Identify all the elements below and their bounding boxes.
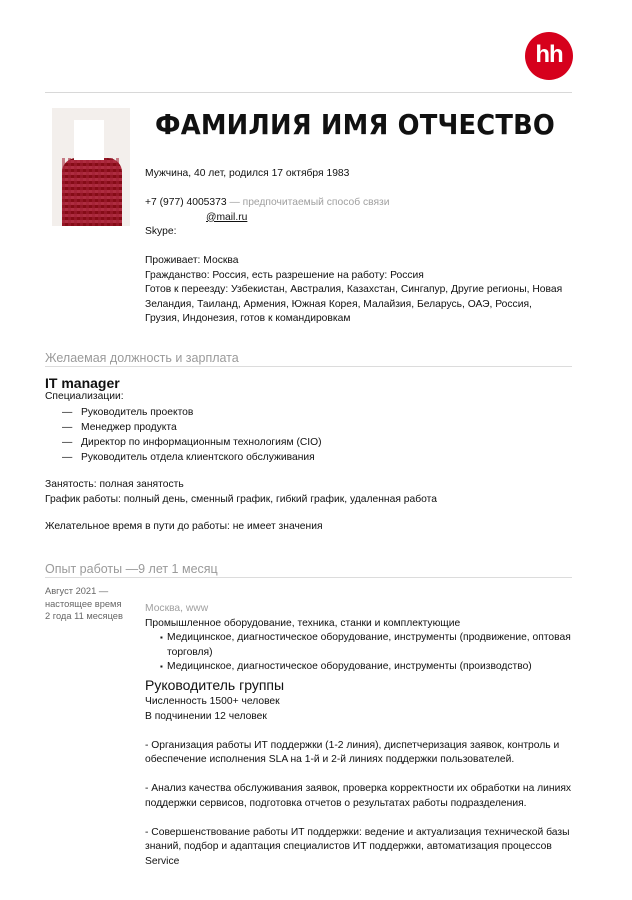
divider (45, 92, 572, 93)
list-item: — Директор по информационным технологиям (CIO) (45, 435, 322, 450)
list-item: ▪ Медицинское, диагностическое оборудование, инструменты (продвижение, оптовая торговля) (145, 631, 575, 660)
residence: Проживает: Москва (145, 255, 239, 266)
employment-info (45, 478, 437, 507)
job-period (45, 585, 123, 623)
period-duration: 2 года 11 месяцев (45, 611, 123, 621)
duty: - Организация работы ИТ поддержки (1-2 линия), диспетчеризация заявок, контроль и обеспечение исполнения SLA на 1-й и 2-й линиях поддержки пользователей. (145, 739, 560, 765)
phone-note: — предпочитаемый способ связи (226, 197, 390, 208)
list-item: — Менеджер продукта (45, 420, 322, 435)
profile-photo (52, 108, 130, 226)
citizenship: Гражданство: Россия, есть разрешение на работу: Россия (145, 269, 424, 281)
duty: - Совершенствование работы ИТ поддержки: ведение и актуализация технической базы знаний, подбор и адаптация специалистов ИТ поддержки, автоматизация процессов Service (145, 826, 570, 867)
candidate-name: ФАМИЛИЯ ИМЯ ОТЧЕСТВО (155, 108, 556, 141)
employment: Занятость: полная занятость (45, 479, 184, 490)
period-end: настоящее время (45, 598, 122, 609)
job-role: Руководитель группы (145, 676, 285, 693)
section-experience: Опыт работы —9 лет 1 месяц (45, 562, 572, 578)
period-start: Август 2021 — (45, 586, 109, 596)
desired-position: IT manager (45, 375, 120, 391)
relocation: Готов к переезду: Узбекистан, Австралия, Казахстан, Сингапур, Другие регионы, Новая Зеландия, Таиланд, Армения, Южная Корея, Малайзия, Беларусь, ОАЭ, Россия, Грузия, Индонезия, готов к командировкам (145, 284, 563, 324)
job-entry (145, 602, 575, 869)
list-item: — Руководитель отдела клиентского обслуживания (45, 450, 322, 465)
section-position: Желаемая должность и зарплата (45, 351, 572, 367)
email-link[interactable]: @mail.ru (206, 211, 248, 223)
personal-info: Мужчина, 40 лет, родился 17 октября 1983 (145, 168, 350, 179)
schedule: График работы: полный день, сменный график, гибкий график, удаленная работа (45, 493, 437, 505)
spec-label: Специализации: (45, 391, 124, 402)
phone[interactable]: +7 (977) 4005373 (145, 197, 227, 208)
contacts (145, 196, 575, 240)
list-item: ▪ Медицинское, диагностическое оборудование, инструменты (производство) (145, 660, 575, 675)
company: Москва, www (145, 603, 209, 614)
skype: Skype: (145, 226, 177, 237)
location-info (145, 254, 565, 327)
industry: Промышленное оборудование, техника, станки и комплектующие (145, 617, 461, 629)
commute: Желательное время в пути до работы: не имеет значения (45, 521, 323, 532)
hh-logo: hh (525, 32, 573, 80)
industry-list (145, 631, 575, 675)
duty: - Анализ качества обслуживания заявок, проверка корректности их обработки на линиях поддержки сервисов, подготовка отчетов о результатах работы подразделения. (145, 783, 572, 809)
spec-list (45, 405, 322, 465)
job-line: Численность 1500+ человек (145, 696, 280, 707)
list-item: — Руководитель проектов (45, 405, 322, 420)
job-line: В подчинении 12 человек (145, 710, 267, 722)
